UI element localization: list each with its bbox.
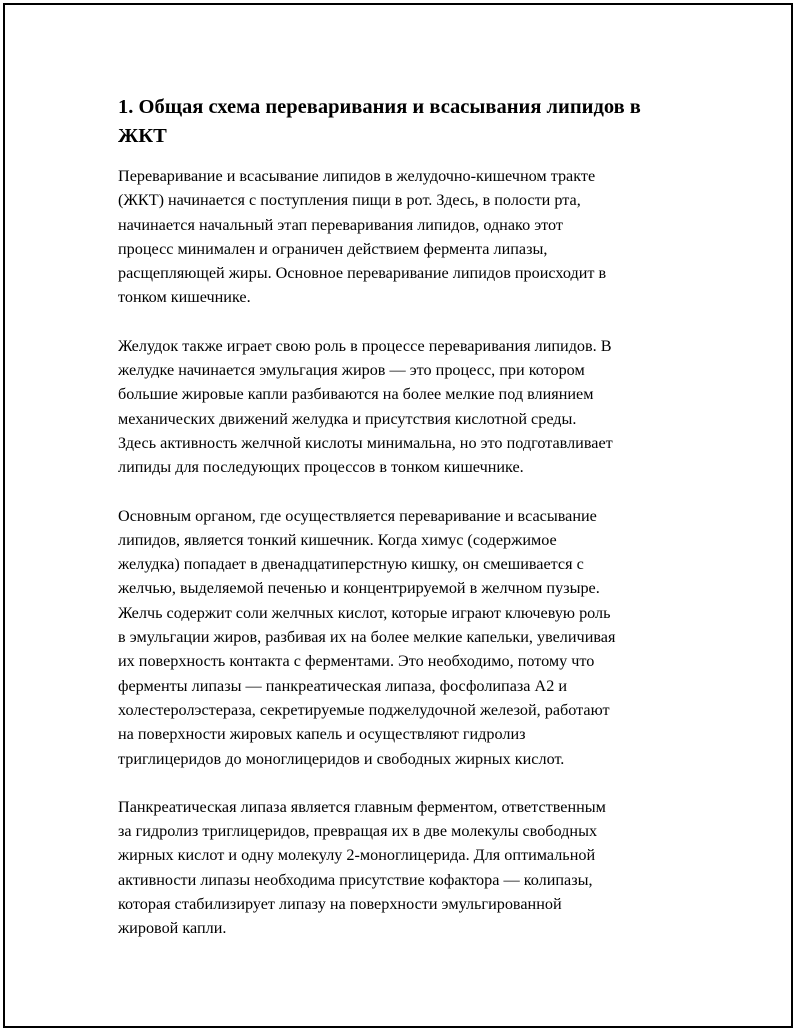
text-line: ферменты липазы — панкреатическая липаза, фосфолипаза А2 и xyxy=(118,676,568,695)
text-line: Переваривание и всасывание липидов в желудочно-кишечном тракте xyxy=(118,167,596,185)
text-line: (ЖКТ) начинается с поступления пищи в рот. Здесь, в полости рта, xyxy=(118,191,581,210)
text-line: большие жировые капли разбиваются на более мелкие под влиянием xyxy=(118,385,594,404)
text-line: на поверхности жировых капель и осуществляют гидролиз xyxy=(118,725,526,744)
document-body xyxy=(118,93,678,965)
text-line: их поверхность контакта с ферментами. Это необходимо, потому что xyxy=(118,652,595,671)
text-line: тонком кишечнике. xyxy=(118,288,251,307)
text-line: триглицеридов до моноглицеридов и свободных жирных кислот. xyxy=(118,749,565,768)
text-line: желудка) попадает в двенадцатиперстную кишку, он смешивается с xyxy=(118,555,584,574)
section-heading xyxy=(118,93,678,151)
text-line: Основным органом, где осуществляется переваривание и всасывание xyxy=(118,506,597,525)
paragraph-small-intestine xyxy=(118,504,678,771)
text-line: процесс минимален и ограничен действием фермента липазы, xyxy=(118,239,548,258)
text-line: желчью, выделяемой печенью и концентрируемой в желчном пузыре. xyxy=(118,579,600,598)
paragraph-stomach xyxy=(118,334,678,480)
heading-line: 1. Общая схема переваривания и всасывания липидов в xyxy=(118,96,641,118)
text-line: в эмульгации жиров, разбивая их на более мелкие капельки, увеличивая xyxy=(118,628,616,647)
paragraph-pancreatic-lipase xyxy=(118,795,678,941)
text-line: Здесь активность желчной кислоты минимальна, но это подготавливает xyxy=(118,433,613,452)
text-line: которая стабилизирует липазу на поверхности эмульгированной xyxy=(118,895,562,914)
text-line: Панкреатическая липаза является главным ферментом, ответственным xyxy=(118,797,606,816)
text-line: липидов, является тонкий кишечник. Когда химус (содержимое xyxy=(118,530,557,549)
text-line: липиды для последующих процессов в тонком кишечнике. xyxy=(118,458,524,477)
text-line: за гидролиз триглицеридов, превращая их в две молекулы свободных xyxy=(118,822,598,841)
text-line: Желудок также играет свою роль в процессе переваривания липидов. В xyxy=(118,336,612,355)
text-line: жировой капли. xyxy=(118,919,227,938)
text-line: холестеролэстераза, секретируемые поджелудочной железой, работают xyxy=(118,700,610,719)
heading-line: ЖКТ xyxy=(118,125,167,147)
text-line: активности липазы необходима присутствие кофактора — колипазы, xyxy=(118,870,593,889)
text-line: желудке начинается эмульгация жиров — это процесс, при котором xyxy=(118,361,585,380)
text-line: Желчь содержит соли желчных кислот, которые играют ключевую роль xyxy=(118,603,611,622)
text-line: механических движений желудка и присутствия кислотной среды. xyxy=(118,409,577,428)
text-line: начинается начальный этап переваривания липидов, однако этот xyxy=(118,215,563,234)
text-line: жирных кислот и одну молекулу 2-моноглицерида. Для оптимальной xyxy=(118,846,596,865)
text-line: расщепляющей жиры. Основное переваривание липидов происходит в xyxy=(118,264,607,283)
paragraph-intro xyxy=(118,164,678,310)
